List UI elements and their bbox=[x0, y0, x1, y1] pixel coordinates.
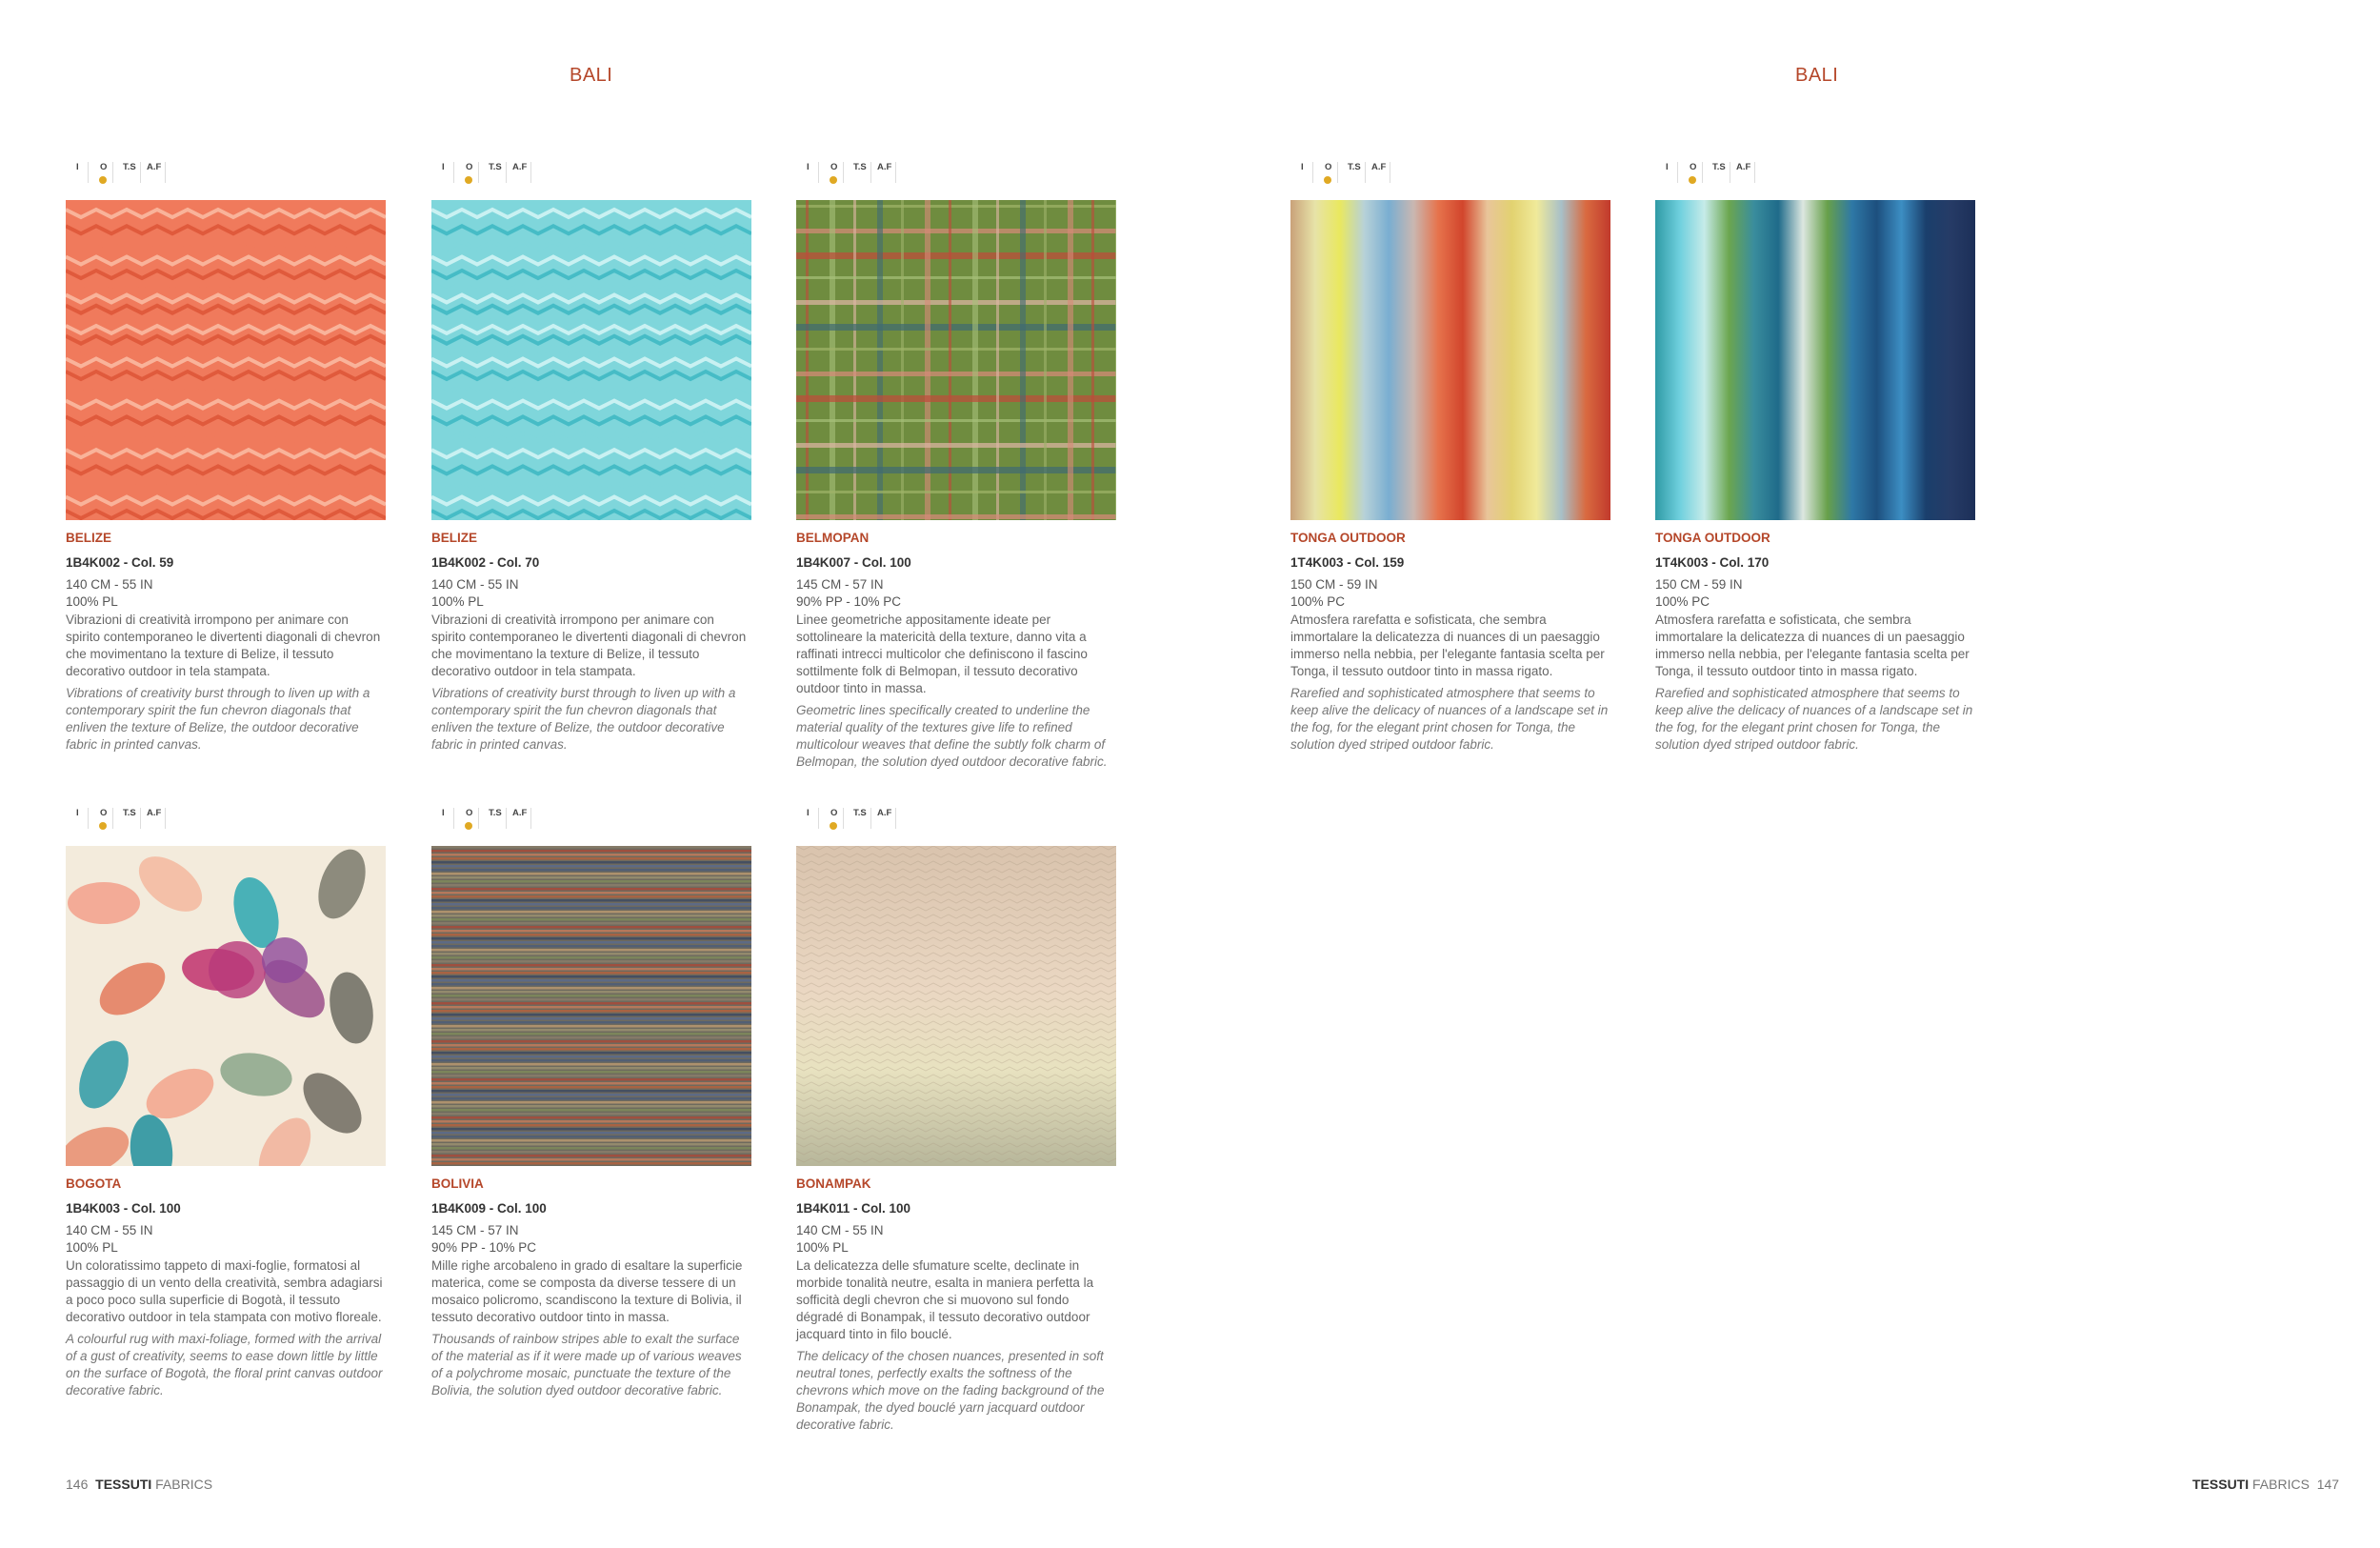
usage-ts-label: T.S bbox=[123, 808, 136, 818]
right-page-title: BALI bbox=[1795, 65, 1839, 86]
usage-indoor-label: I bbox=[1301, 162, 1304, 172]
outdoor-dot-icon bbox=[1689, 176, 1696, 184]
fabric-description-it: Vibrazioni di creatività irrompono per animare con spirito contemporaneo le divertenti diagonali di chevron che movimentano la texture di Belize, il tessuto decorativo outdoor in tela stampata. bbox=[431, 613, 747, 678]
fabric-code: 1B4K011 - Col. 100 bbox=[796, 1201, 911, 1216]
fabric-card bbox=[431, 808, 751, 1397]
usage-af-label: A.F bbox=[1736, 162, 1751, 172]
usage-ts-label: T.S bbox=[1712, 162, 1726, 172]
fabric-description-it: Mille righe arcobaleno in grado di esaltare la superficie materica, come se composta da diverse tessere di un mosaico policromo, scandiscono la texture di Bolivia, il tessuto decorativo outdoor tinto in massa. bbox=[431, 1258, 743, 1324]
fabric-description-en: Thousands of rainbow stripes able to exalt the surface of the material as if it were made up of various weaves of a polychrome mosaic, punctuate the texture of the Bolivia, the solution dyed outdoor decorative fabric. bbox=[431, 1332, 742, 1397]
usage-outdoor-label: O bbox=[100, 808, 108, 818]
usage-ts-label: T.S bbox=[1348, 162, 1361, 172]
fabric-swatch bbox=[431, 846, 751, 1166]
fabric-composition: 100% PL bbox=[431, 594, 484, 609]
fabric-card bbox=[796, 808, 1116, 1432]
fabric-code: 1B4K009 - Col. 100 bbox=[431, 1201, 547, 1216]
fabric-name: TONGA OUTDOOR bbox=[1655, 531, 1770, 545]
fabric-swatch bbox=[431, 200, 751, 520]
footer-subsection-right: FABRICS bbox=[2252, 1477, 2310, 1492]
fabric-name: BELIZE bbox=[431, 531, 478, 545]
usage-icons bbox=[66, 162, 218, 191]
usage-ts-label: T.S bbox=[853, 162, 867, 172]
usage-icons bbox=[796, 162, 949, 191]
usage-icons bbox=[431, 808, 584, 836]
usage-indoor-label: I bbox=[807, 808, 810, 818]
fabric-code: 1B4K002 - Col. 59 bbox=[66, 555, 174, 570]
footer-right bbox=[2192, 1477, 2339, 1492]
outdoor-dot-icon bbox=[465, 176, 472, 184]
usage-icons bbox=[66, 808, 218, 836]
fabric-description-en: The delicacy of the chosen nuances, presented in soft neutral tones, perfectly exalts the softness of the chevrons which move on the fading background of the Bonampak, the dyed bouclé yarn jacquard outdoor decorative fabric. bbox=[796, 1349, 1105, 1432]
usage-ts-label: T.S bbox=[853, 808, 867, 818]
fabric-description-en: A colourful rug with maxi-foliage, formed with the arrival of a gust of creativity, seems to ease down little by little on the surface of Bogotà, the floral print canvas outdoor decorative fabric. bbox=[66, 1332, 383, 1397]
fabric-width: 145 CM - 57 IN bbox=[796, 577, 884, 592]
fabric-name: BELMOPAN bbox=[796, 531, 870, 545]
fabric-swatch bbox=[1290, 200, 1610, 520]
fabric-width: 140 CM - 55 IN bbox=[431, 577, 519, 592]
fabric-card bbox=[66, 808, 386, 1397]
fabric-composition: 100% PL bbox=[796, 1240, 849, 1255]
usage-icons bbox=[796, 808, 949, 836]
fabric-description-it: Vibrazioni di creatività irrompono per animare con spirito contemporaneo le divertenti diagonali di chevron che movimentano la texture di Belize, il tessuto decorativo outdoor in tela stampata. bbox=[66, 613, 381, 678]
usage-indoor-label: I bbox=[76, 808, 79, 818]
fabric-code: 1T4K003 - Col. 159 bbox=[1290, 555, 1405, 570]
left-page-title: BALI bbox=[570, 65, 613, 86]
outdoor-dot-icon bbox=[99, 822, 107, 830]
usage-outdoor-label: O bbox=[830, 808, 838, 818]
usage-af-label: A.F bbox=[147, 808, 162, 818]
fabric-composition: 90% PP - 10% PC bbox=[796, 594, 902, 609]
fabric-width: 140 CM - 55 IN bbox=[66, 1223, 153, 1237]
fabric-name: TONGA OUTDOOR bbox=[1290, 531, 1406, 545]
page-number-right: 147 bbox=[2316, 1477, 2340, 1492]
fabric-composition: 100% PL bbox=[66, 1240, 118, 1255]
fabric-swatch bbox=[66, 846, 386, 1166]
usage-icons bbox=[1290, 162, 1443, 191]
fabric-width: 145 CM - 57 IN bbox=[431, 1223, 519, 1237]
fabric-card bbox=[1290, 162, 1610, 752]
fabric-width: 140 CM - 55 IN bbox=[66, 577, 153, 592]
fabric-code: 1B4K007 - Col. 100 bbox=[796, 555, 911, 570]
fabric-description-en: Vibrations of creativity burst through to liven up with a contemporary spirit the fun chevron diagonals that enliven the texture of Belize, the outdoor decorative fabric in printed canvas. bbox=[431, 686, 736, 752]
fabric-code: 1B4K002 - Col. 70 bbox=[431, 555, 540, 570]
fabric-card bbox=[431, 162, 751, 752]
outdoor-dot-icon bbox=[1324, 176, 1331, 184]
usage-ts-label: T.S bbox=[489, 162, 502, 172]
fabric-name: BONAMPAK bbox=[796, 1176, 871, 1191]
fabric-composition: 100% PC bbox=[1655, 594, 1710, 609]
usage-icons bbox=[431, 162, 584, 191]
footer-section-right: TESSUTI bbox=[2192, 1477, 2250, 1492]
footer-left bbox=[66, 1477, 212, 1492]
fabric-card bbox=[796, 162, 1116, 769]
fabric-composition: 100% PC bbox=[1290, 594, 1346, 609]
fabric-card bbox=[66, 162, 386, 752]
fabric-width: 150 CM - 59 IN bbox=[1655, 577, 1743, 592]
usage-outdoor-label: O bbox=[100, 162, 108, 172]
outdoor-dot-icon bbox=[465, 822, 472, 830]
usage-outdoor-label: O bbox=[466, 162, 473, 172]
fabric-description-en: Geometric lines specifically created to underline the material quality of the textures give life to refined multicolour weaves that define the subtly folk charm of Belmopan, the solution dyed outdoor decorative fabric. bbox=[796, 703, 1108, 769]
fabric-name: BOLIVIA bbox=[431, 1176, 484, 1191]
usage-af-label: A.F bbox=[147, 162, 162, 172]
fabric-code: 1B4K003 - Col. 100 bbox=[66, 1201, 181, 1216]
fabric-description-it: Linee geometriche appositamente ideate per sottolineare la matericità della texture, danno vita a raffinati intrecci multicolor che definiscono il fascino sottilmente folk di Belmopan, il tessuto decorativo outdoor tinto in massa. bbox=[796, 613, 1088, 695]
fabric-name: BELIZE bbox=[66, 531, 112, 545]
usage-indoor-label: I bbox=[76, 162, 79, 172]
fabric-code: 1T4K003 - Col. 170 bbox=[1655, 555, 1770, 570]
fabric-composition: 100% PL bbox=[66, 594, 118, 609]
fabric-description-it: Un coloratissimo tappeto di maxi-foglie, formatosi al passaggio di un vento della creatività, sembra adagiarsi a poco poco sulla superficie di Bogotà, il tessuto decorativo outdoor in tela stampata con motivo floreale. bbox=[66, 1258, 383, 1324]
usage-indoor-label: I bbox=[442, 162, 445, 172]
usage-outdoor-label: O bbox=[1690, 162, 1697, 172]
fabric-description-it: La delicatezza delle sfumature scelte, declinate in morbide tonalità neutre, esalta in maniera perfetta la sofficità degli chevron che si muovono sul fondo dégradé di Bonampak, il tessuto decorativo outdoor jacquard tinto in filo bouclé. bbox=[796, 1258, 1094, 1341]
outdoor-dot-icon bbox=[830, 822, 837, 830]
fabric-width: 150 CM - 59 IN bbox=[1290, 577, 1378, 592]
usage-outdoor-label: O bbox=[1325, 162, 1332, 172]
fabric-swatch bbox=[796, 200, 1116, 520]
footer-subsection-left: FABRICS bbox=[155, 1477, 213, 1492]
usage-outdoor-label: O bbox=[830, 162, 838, 172]
footer-section-left: TESSUTI bbox=[95, 1477, 152, 1492]
fabric-description-it: Atmosfera rarefatta e sofisticata, che sembra immortalare la delicatezza di nuances di un paesaggio immerso nella nebbia, per l'elegante fantasia scelta per Tonga, il tessuto outdoor tinto in massa rigato. bbox=[1290, 613, 1605, 678]
usage-indoor-label: I bbox=[807, 162, 810, 172]
usage-af-label: A.F bbox=[512, 808, 528, 818]
outdoor-dot-icon bbox=[99, 176, 107, 184]
fabric-description-en: Rarefied and sophisticated atmosphere that seems to keep alive the delicacy of nuances of a landscape set in the fog, for the elegant print chosen for Tonga, the solution dyed striped outdoor fabric. bbox=[1655, 686, 1973, 752]
fabric-composition: 90% PP - 10% PC bbox=[431, 1240, 537, 1255]
usage-ts-label: T.S bbox=[489, 808, 502, 818]
usage-ts-label: T.S bbox=[123, 162, 136, 172]
usage-icons bbox=[1655, 162, 1808, 191]
fabric-swatch bbox=[796, 846, 1116, 1166]
fabric-name: BOGOTA bbox=[66, 1176, 122, 1191]
fabric-card bbox=[1655, 162, 1975, 752]
fabric-swatch bbox=[1655, 200, 1975, 520]
usage-af-label: A.F bbox=[1371, 162, 1387, 172]
fabric-swatch bbox=[66, 200, 386, 520]
fabric-description-en: Rarefied and sophisticated atmosphere that seems to keep alive the delicacy of nuances of a landscape set in the fog, for the elegant print chosen for Tonga, the solution dyed striped outdoor fabric. bbox=[1290, 686, 1609, 752]
usage-af-label: A.F bbox=[877, 808, 892, 818]
usage-indoor-label: I bbox=[442, 808, 445, 818]
page-number-left: 146 bbox=[66, 1477, 89, 1492]
usage-af-label: A.F bbox=[877, 162, 892, 172]
outdoor-dot-icon bbox=[830, 176, 837, 184]
usage-indoor-label: I bbox=[1666, 162, 1669, 172]
fabric-width: 140 CM - 55 IN bbox=[796, 1223, 884, 1237]
usage-af-label: A.F bbox=[512, 162, 528, 172]
usage-outdoor-label: O bbox=[466, 808, 473, 818]
fabric-description-en: Vibrations of creativity burst through to liven up with a contemporary spirit the fun chevron diagonals that enliven the texture of Belize, the outdoor decorative fabric in printed canvas. bbox=[66, 686, 370, 752]
fabric-description-it: Atmosfera rarefatta e sofisticata, che sembra immortalare la delicatezza di nuances di un paesaggio immerso nella nebbia, per l'elegante fantasia scelta per Tonga, il tessuto outdoor tinto in massa rigato. bbox=[1655, 613, 1970, 678]
